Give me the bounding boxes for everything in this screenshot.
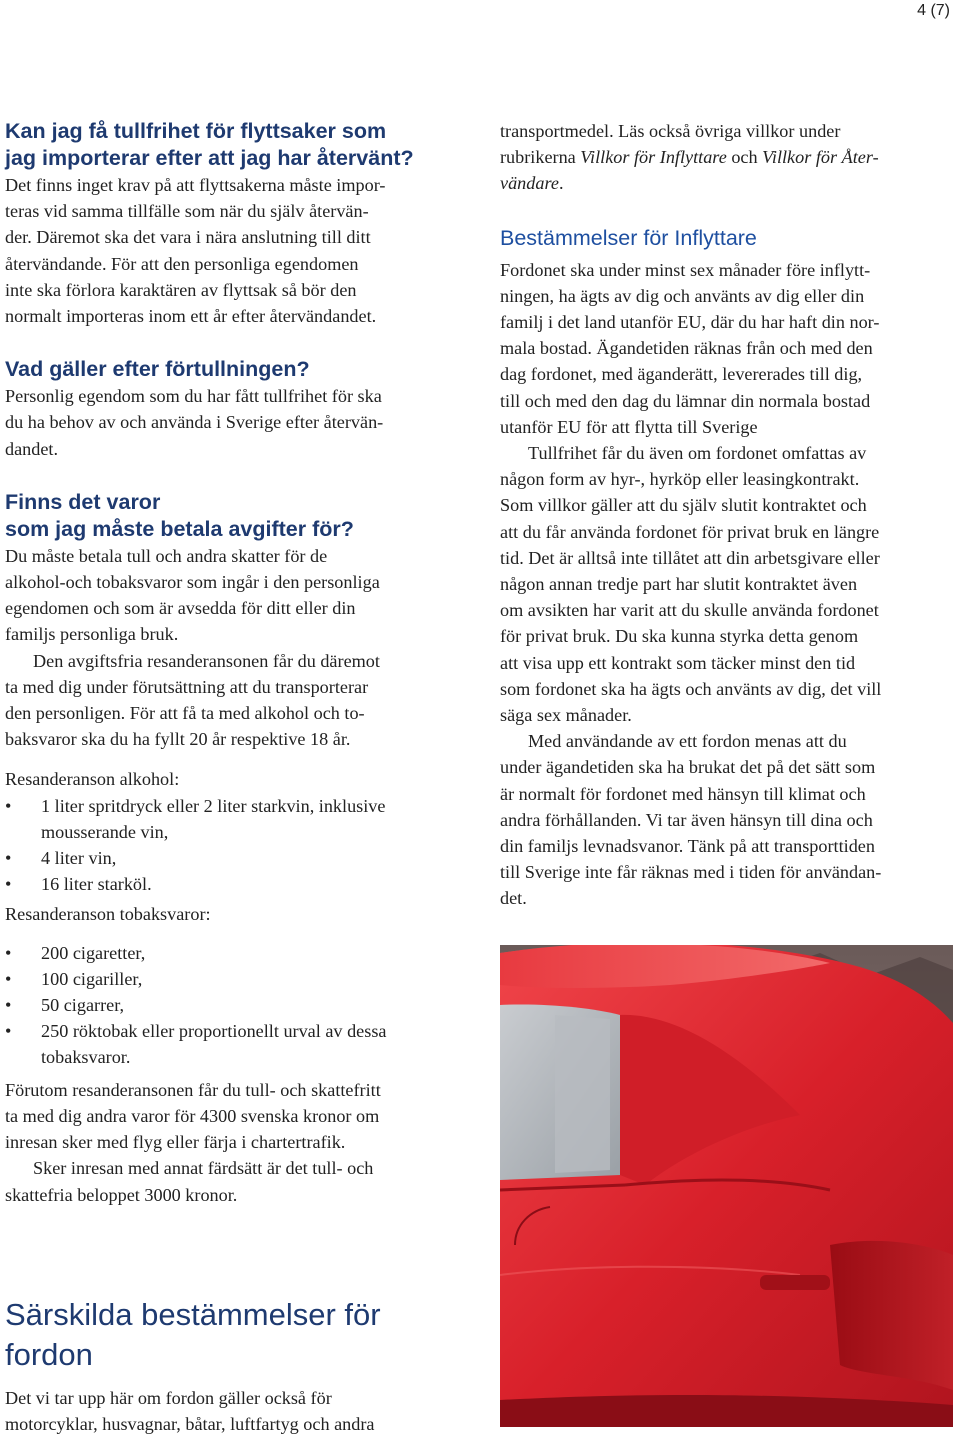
heading-line: Kan jag få tullfrihet för flyttsaker som	[5, 119, 387, 143]
bullet-icon: •	[5, 795, 12, 816]
bullet-icon: •	[5, 995, 12, 1016]
text-line: familj i det land utanför EU, där du har haft din nor-	[500, 312, 880, 333]
text-line: 200 cigaretter,	[41, 942, 146, 963]
text-line: ta med dig andra varor för 4300 svenska kronor om	[5, 1105, 380, 1126]
text-line: 1 liter spritdryck eller 2 liter starkvin, inklusive	[41, 795, 386, 816]
text-line	[500, 144, 952, 170]
text-line: Personlig egendom som du har fått tullfrihet för ska	[5, 386, 382, 407]
tobacco-list	[5, 940, 455, 1071]
text-line: 50 cigarrer,	[41, 995, 125, 1016]
list-item	[5, 992, 455, 1018]
text-line: du ha behov av och använda i Sverige efter återvän-	[5, 412, 384, 433]
list-item	[5, 793, 455, 845]
text-line: Tullfrihet får du även om fordonet omfattas av	[528, 443, 867, 464]
paragraph-q3-3	[5, 1077, 455, 1156]
text-line: under ägandetiden ska ha brukat det på det sätt som	[500, 757, 876, 778]
paragraph-q3-1	[5, 543, 455, 648]
text-line: baksvaror ska du ha fyllt 20 år respektive 18 år.	[5, 729, 351, 750]
text-line: någon form av hyr-, hyrköp eller leasingkontrakt.	[500, 469, 860, 490]
section-heading-vehicles	[5, 1295, 455, 1375]
heading-inflyttare: Bestämmelser för Inflyttare	[500, 225, 757, 250]
heading-q3	[5, 489, 455, 543]
list-item	[5, 1018, 455, 1070]
list-item	[5, 845, 455, 871]
heading-line: Särskilda bestämmelser för	[5, 1297, 381, 1332]
text-fragment: och	[726, 147, 763, 168]
car-illustration	[500, 945, 953, 1427]
text-line: mousserande vin,	[41, 821, 169, 842]
text-line: dandet.	[5, 438, 59, 459]
text-line: Fordonet ska under minst sex månader före inflytt-	[500, 259, 871, 280]
heading-line: jag importerar efter att jag har återvänt?	[5, 146, 414, 170]
list-item	[5, 940, 455, 966]
page-number: 4 (7)	[917, 2, 950, 19]
text-line: för privat bruk. Du ska kunna styrka detta genom	[500, 626, 859, 647]
bullet-icon: •	[5, 874, 12, 895]
text-line: transportmedel. Läs också övriga villkor under	[500, 121, 841, 141]
text-line: någon annan tredje part har slutit kontraktet även	[500, 574, 858, 595]
text-line: Förutom resanderansonen får du tull- och skattefritt	[5, 1079, 381, 1100]
heading-line: fordon	[5, 1337, 93, 1372]
text-fragment: .	[558, 173, 564, 194]
text-line: teras vid samma tillfälle som när du själv återvän-	[5, 201, 369, 222]
text-line: familjs personliga bruk.	[5, 624, 179, 645]
paragraph-q1	[5, 172, 455, 329]
text-line: tobaksvaror.	[41, 1047, 131, 1068]
text-line: Det vi tar upp här om fordon gäller också för	[5, 1388, 332, 1408]
text-line: Med användande av ett fordon menas att du	[528, 731, 847, 752]
text-line: 16 liter starköl.	[41, 874, 152, 895]
text-line: din familjs levnadsvanor. Tänk på att transporttiden	[500, 836, 875, 857]
tail-light	[830, 1241, 953, 1390]
text-line: tid. Det är alltså inte tillåtet att din arbetsgivare eller	[500, 547, 880, 568]
text-line: inresan sker med flyg eller färja i chartertrafik.	[5, 1132, 346, 1153]
reference-atervandare-cont: vändare	[500, 173, 559, 194]
text-line: till Sverige inte får räknas med i tiden för användan-	[500, 862, 882, 883]
text-line: återvändande. För att den personliga egendomen	[5, 253, 359, 274]
text-line: den personligen. För att få ta med alkohol och to-	[5, 703, 365, 724]
car-photo	[500, 945, 953, 1427]
reference-atervandare: Villkor för Åter-	[762, 147, 879, 168]
text-line: inte ska förlora karaktären av flyttsak så bör den	[5, 279, 357, 300]
text-line: egendomen och som är avsedda för ditt eller din	[5, 598, 356, 619]
text-line: utanför EU för att flytta till Sverige	[500, 416, 758, 437]
text-line: dag fordonet, med äganderätt, levererades till dig,	[500, 364, 863, 385]
heading-q2: Vad gäller efter förtullningen?	[5, 357, 310, 382]
bullet-icon: •	[5, 848, 12, 869]
bullet-icon: •	[5, 942, 12, 963]
text-line: skattefria beloppet 3000 kronor.	[5, 1184, 238, 1205]
text-line: der. Däremot ska det vara i nära anslutning till ditt	[5, 227, 371, 248]
left-column	[5, 118, 455, 1208]
text-line: Sker inresan med annat färdsätt är det tull- och	[33, 1158, 374, 1179]
text-line: andra förhållanden. Vi tar även hänsyn till dina och	[500, 809, 873, 830]
paragraph-inflyttare-3	[500, 728, 952, 911]
text-line: är normalt för fordonet med hänsyn till klimat och	[500, 783, 866, 804]
text-line: alkohol-och tobaksvaror som ingår i den personliga	[5, 572, 380, 593]
paragraph-vehicles	[5, 1385, 455, 1437]
paragraph-q3-2	[5, 648, 455, 753]
text-line: att visa upp ett kontrakt som täcker minst den tid	[500, 652, 856, 673]
text-line: säga sex månader.	[500, 705, 632, 726]
text-line: ningen, ha ägts av dig och använts av dig eller din	[500, 285, 865, 306]
text-line: 250 röktobak eller proportionellt urval av dessa	[41, 1021, 387, 1042]
paragraph-q2	[5, 383, 455, 462]
text-line: Det finns inget krav på att flyttsakerna måste impor-	[5, 175, 386, 195]
paragraph-inflyttare-2	[500, 440, 952, 728]
bullet-icon: •	[5, 968, 12, 989]
heading-line: som jag måste betala avgifter för?	[5, 516, 354, 541]
door-handle	[760, 1275, 830, 1290]
bullet-icon: •	[5, 1021, 12, 1042]
text-line: Som villkor gäller att du själv slutit kontraktet och	[500, 495, 867, 516]
text-fragment: rubrikerna	[500, 147, 581, 168]
heading-line: Finns det varor	[5, 489, 161, 514]
paragraph-q3-4	[5, 1155, 455, 1207]
list-item	[5, 871, 455, 897]
paragraph-inflyttare-1	[500, 257, 952, 440]
text-line: 4 liter vin,	[41, 848, 117, 869]
text-line: det.	[500, 888, 527, 909]
reference-inflyttare: Villkor för Inflyttare	[580, 147, 727, 168]
text-line: motorcyklar, husvagnar, båtar, luftfartyg och andra	[5, 1414, 375, 1435]
text-line: Du måste betala tull och andra skatter för de	[5, 545, 328, 566]
alcohol-list	[5, 793, 455, 898]
alcohol-label: Resanderanson alkohol:	[5, 769, 180, 790]
text-line: 100 cigariller,	[41, 968, 143, 989]
tobacco-label: Resanderanson tobaksvaror:	[5, 904, 211, 925]
text-line: om avsikten har varit att du skulle använda fordonet	[500, 600, 879, 621]
text-line: normalt importeras inom ett år efter återvändandet.	[5, 306, 377, 327]
list-item	[5, 966, 455, 992]
text-line: att du får använda fordonet för privat bruk en längre	[500, 521, 880, 542]
text-line: som fordonet ska ha ägts och använts av dig, det vill	[500, 678, 882, 699]
text-line: ta med dig under förutsättning att du transporterar	[5, 676, 369, 697]
right-column	[500, 118, 952, 912]
text-line	[500, 170, 952, 196]
text-line: mala bostad. Ägandetiden räknas från och med den	[500, 338, 873, 359]
paragraph-intro	[500, 118, 952, 197]
text-line: till och med den dag du lämnar din normala bostad	[500, 390, 871, 411]
text-line: Den avgiftsfria resanderansonen får du däremot	[33, 650, 380, 671]
heading-q1	[5, 118, 455, 172]
